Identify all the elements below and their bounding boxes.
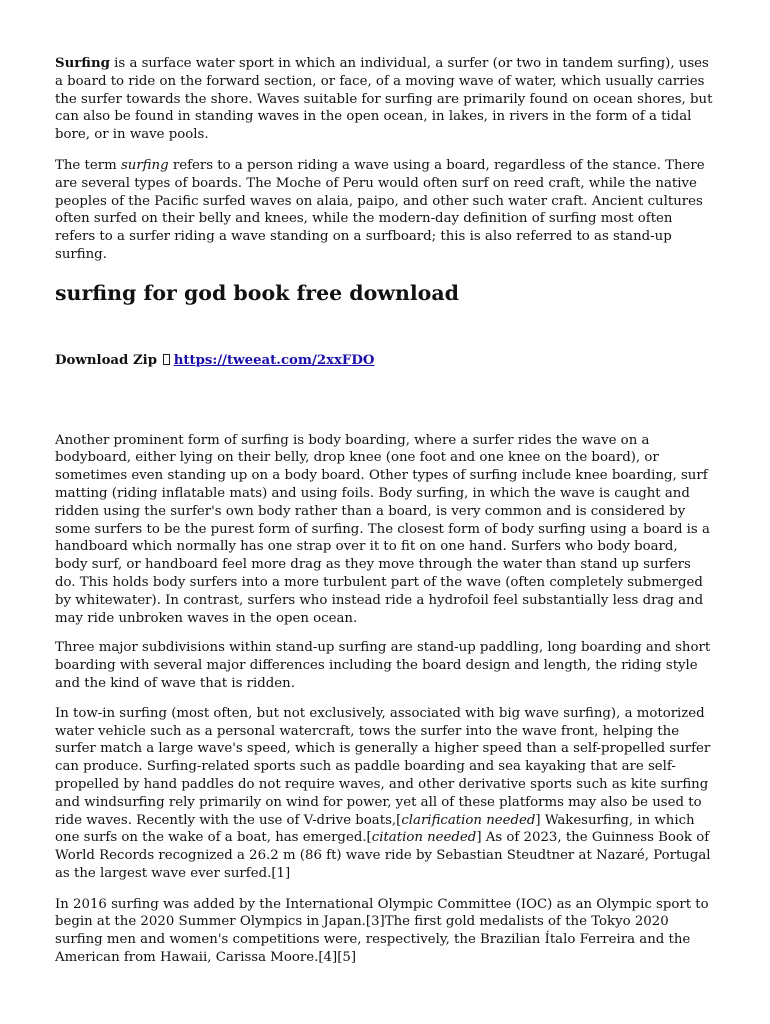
body-boarding-paragraph: Another prominent form of surfing is body boarding, where a surfer rides the wave on a bodyboard, either lying on their belly, drop knee (one foot and one knee on the board), or sometimes even standing up on a body board. Other types of surfing include knee boarding, surf matting (riding inflatable mats) and using foils. Body surfing, in which the wave is caught and ridden using the surfer's own body rather than a board, is very common and is considered by some surfers to be the purest form of surfing. The closest form of body surfing using a board is a handboard which normally has one strap over it to fit on one hand. Surfers who body board, body surf, or handboard feel more drag as they move through the water than stand up surfers do. This holds body surfers into a more turbulent part of the wave (often completely submerged by whitewater). In contrast, surfers who instead ride a hydrofoil feel substantially less drag and may ride unbroken waves in the open ocean. bbox=[55, 432, 710, 626]
olympics-paragraph: In 2016 surfing was added by the International Olympic Committee (IOC) as an Olympic sport to begin at the 2020 Summer Olympics in Japan.[3]The first gold medalists of the Tokyo 2020 surfing men and women's competitions were, respectively, the Brazilian Ítalo Ferreira and the American from Hawaii, Carissa Moore.[4][5] bbox=[55, 896, 709, 966]
term-text-start: The term bbox=[55, 157, 121, 173]
intro-lead-term: Surfing bbox=[55, 56, 110, 71]
intro-paragraph bbox=[55, 0, 714, 144]
tow-in-text-b: ] Wakesurfing, in which one surfs on the wake of a boat, has emerged.[ bbox=[55, 812, 695, 846]
citation-needed-note: citation needed bbox=[371, 830, 477, 846]
download-link[interactable]: https://tweeat.com/2xxFDO bbox=[173, 352, 375, 368]
term-text-end: refers to a person riding a wave using a board, regardless of the stance. There are several types of boards. The Moche of Peru would often surf on reed craft, while the native peoples of the Pacific surfed waves on alaia, paipo, and other such water craft. Ancient cultures often surfed on their belly and knees, while the modern-day definition of surfing most often refers to a surfer riding a wave standing on a surfboard; this is also referred to as stand-up surfing. bbox=[55, 157, 705, 262]
intro-text: is a surface water sport in which an individual, a surfer (or two in tandem surfing), uses a board to ride on the forward section, or face, of a moving wave of water, which usually carries the surfer towards the shore. Waves suitable for surfing are primarily found on ocean shores, but can also be found in standing waves in the open ocean, in lakes, in rivers in the form of a tidal bore, or in wave pools. bbox=[55, 56, 713, 143]
term-paragraph bbox=[55, 157, 714, 264]
page-heading: surfing for god book free download bbox=[55, 280, 459, 305]
download-label: Download Zip bbox=[55, 352, 158, 368]
clarification-needed-note: clarification needed bbox=[401, 812, 536, 828]
tow-in-paragraph bbox=[55, 705, 714, 883]
subdivisions-paragraph: Three major subdivisions within stand-up surfing are stand-up paddling, long boarding and short boarding with several major differences including the board design and length, the riding style and the kind of wave that is ridden. bbox=[55, 640, 711, 691]
tow-in-text-c: ] As of 2023, the Guinness Book of World Records recognized a 26.2 m (86 ft) wave ride by Sebastian Steudtner at Nazaré, Portugal as the largest wave ever surfed.[1] bbox=[55, 830, 711, 881]
tow-in-text-a: In tow-in surfing (most often, but not exclusively, associated with big wave surfing), a motorized water vehicle such as a personal watercraft, tows the surfer into the wave front, helping the surfer match a large wave's speed, which is generally a higher speed than a self-propelled surfer can produce. Surfing-related sports such as paddle boarding and sea kayaking that are self-propelled by hand paddles do not require waves, and other derivative sports such as kite surfing and windsurfing rely primarily on wind for power, yet all of these platforms may also be used to ride waves. Recently with the use of V-drive boats,[ bbox=[55, 705, 711, 828]
download-line bbox=[55, 352, 714, 370]
missing-glyph-icon bbox=[163, 354, 170, 365]
term-emphasis: surfing bbox=[120, 157, 169, 173]
